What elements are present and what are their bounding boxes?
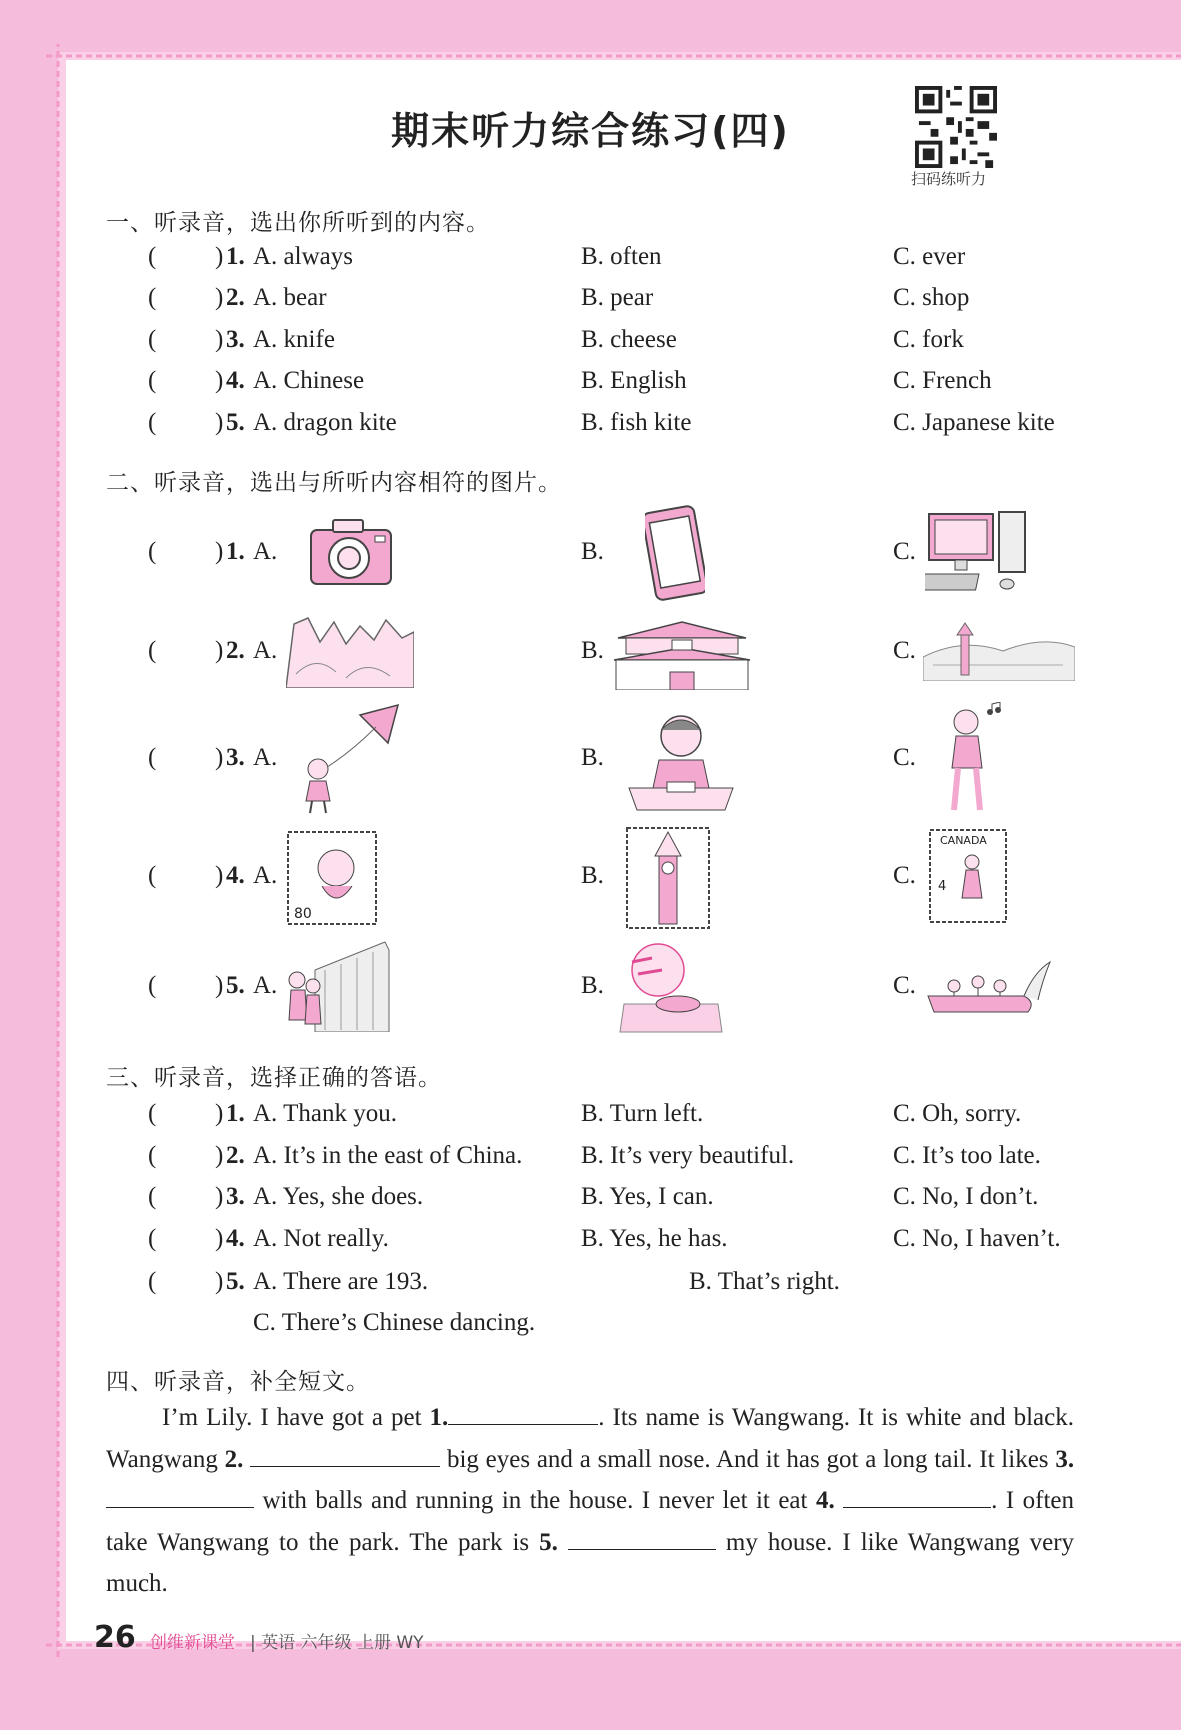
question-number: 4. [226, 862, 245, 889]
text-segment: . Its name is Wangwang. It is white and black. Wangwang [106, 1404, 1074, 1473]
option-b: B. Yes, he has. [581, 1225, 728, 1252]
question-number: 2. [226, 1142, 245, 1169]
stamp-country: CANADA [940, 834, 987, 847]
option-c: C. shop [893, 284, 970, 311]
question-number: 1. [226, 243, 245, 270]
text-segment: with balls and running in the house. I never let it eat [262, 1487, 808, 1514]
option-b: B. Turn left. [581, 1100, 704, 1127]
answer-bracket[interactable]: ( [148, 284, 157, 311]
answer-bracket[interactable]: ( [148, 1268, 157, 1295]
blank-5[interactable] [568, 1527, 716, 1550]
question-number: 2. [226, 284, 245, 311]
blank-4[interactable] [843, 1485, 991, 1508]
big-ben-stamp-picture[interactable] [625, 826, 711, 930]
blank-number: 1. [429, 1404, 449, 1431]
question-number: 4. [226, 1225, 245, 1252]
option-c: C. It’s too late. [893, 1142, 1041, 1169]
canada-stamp-picture[interactable] [928, 828, 1008, 924]
answer-bracket[interactable]: ( [148, 367, 157, 394]
part1-row-5 [0, 409, 1181, 447]
option-a-label: A. [253, 637, 278, 664]
bracket-close: ) [215, 243, 224, 270]
part1-row-3 [0, 326, 1181, 364]
option-c: C. No, I haven’t. [893, 1225, 1061, 1252]
part3-row-5-cont [0, 1309, 1181, 1347]
answer-bracket[interactable]: ( [148, 972, 157, 999]
option-b: B. pear [581, 284, 654, 311]
text-segment: . I often take Wangwang to the park. The park is [106, 1487, 1075, 1556]
part3-row-2 [0, 1142, 1181, 1180]
question-number: 3. [226, 744, 245, 771]
answer-bracket[interactable]: ( [148, 1142, 157, 1169]
text-segment: my house. I like Wangwang very much. [106, 1528, 1075, 1597]
answer-bracket[interactable]: ( [148, 538, 157, 565]
question-number: 5. [226, 409, 245, 436]
lake-pagoda-picture[interactable] [923, 617, 1075, 681]
option-c: C. Oh, sorry. [893, 1100, 1022, 1127]
answer-bracket[interactable]: ( [148, 1183, 157, 1210]
option-c-label: C. There’s Chinese dancing. [253, 1309, 536, 1336]
stamp-value: 80 [294, 906, 312, 922]
girl-flying-kite-picture[interactable] [290, 703, 404, 815]
answer-bracket[interactable]: ( [148, 862, 157, 889]
stamp-value: 4 [938, 879, 947, 894]
option-b-label: B. That’s right. [689, 1268, 840, 1295]
part1-row-4 [0, 367, 1181, 405]
bracket-close: ) [215, 744, 224, 771]
option-a: A. Yes, she does. [253, 1183, 424, 1210]
mid-autumn-picture[interactable] [618, 940, 726, 1034]
answer-bracket[interactable]: ( [148, 409, 157, 436]
qr-caption: 扫码练听力 [911, 170, 987, 188]
option-b: B. cheese [581, 326, 677, 353]
blank-3[interactable] [106, 1485, 254, 1508]
bracket-close: ) [215, 1268, 224, 1295]
question-number: 3. [226, 326, 245, 353]
footer-info: | 英语 六年级 上册 WY [250, 1633, 424, 1653]
question-number: 5. [226, 972, 245, 999]
option-a: A. bear [253, 284, 327, 311]
camera-icon[interactable] [305, 512, 397, 590]
bracket-close: ) [215, 1100, 224, 1127]
option-b-label: B. [581, 538, 604, 565]
part3-row-5 [0, 1268, 1181, 1306]
qr-code-icon[interactable] [915, 86, 997, 168]
question-number: 1. [226, 1100, 245, 1127]
bracket-close: ) [215, 538, 224, 565]
answer-bracket[interactable]: ( [148, 326, 157, 353]
option-a: A. dragon kite [253, 409, 397, 436]
blank-2[interactable] [250, 1444, 440, 1467]
page-title: 期末听力综合练习(四) [391, 109, 790, 153]
option-b: B. Yes, I can. [581, 1183, 714, 1210]
girl-singing-picture[interactable] [940, 702, 1014, 814]
option-b-label: B. [581, 862, 604, 889]
option-a: A. Not really. [253, 1225, 389, 1252]
part2-heading: 二、听录音，选出与所听内容相符的图片。 [106, 470, 562, 496]
mountains-picture[interactable] [286, 614, 414, 688]
bracket-close: ) [215, 367, 224, 394]
part4-heading: 四、听录音，补全短文。 [106, 1369, 370, 1395]
option-c: C. Japanese kite [893, 409, 1055, 436]
option-c: C. fork [893, 326, 964, 353]
desktop-computer-icon[interactable] [925, 508, 1029, 596]
answer-bracket[interactable]: ( [148, 1225, 157, 1252]
option-b-label: B. [581, 637, 604, 664]
text-segment: big eyes and a small nose. And it has got a long tail. It likes [446, 1445, 1049, 1473]
page-number: 26 [94, 1620, 136, 1655]
option-a: A. Chinese [253, 367, 365, 394]
tiananmen-picture[interactable] [612, 616, 752, 690]
monkey-stamp-picture[interactable] [286, 830, 378, 926]
option-a: A. always [253, 243, 353, 270]
bracket-close: ) [215, 326, 224, 353]
part1-row-1 [0, 243, 1181, 281]
question-number: 5. [226, 1268, 245, 1295]
bracket-close: ) [215, 1183, 224, 1210]
bracket-close: ) [215, 972, 224, 999]
answer-bracket[interactable]: ( [148, 243, 157, 270]
option-c: C. French [893, 367, 992, 394]
answer-bracket[interactable]: ( [148, 744, 157, 771]
option-a: A. knife [253, 326, 335, 353]
blank-1[interactable] [448, 1402, 598, 1425]
bracket-close: ) [215, 1225, 224, 1252]
part3-row-1 [0, 1100, 1181, 1138]
option-b: B. often [581, 243, 662, 270]
text-segment: I’m Lily. I have got a pet [162, 1404, 422, 1431]
option-c-label: C. [893, 862, 916, 889]
blank-number: 4. [815, 1487, 835, 1514]
bracket-close: ) [215, 409, 224, 436]
option-a: A. Thank you. [253, 1100, 397, 1127]
option-c: C. ever [893, 243, 966, 270]
cloze-paragraph [106, 1397, 1074, 1605]
option-b: B. fish kite [581, 409, 692, 436]
option-a-label: A. There are 193. [253, 1268, 429, 1295]
footer-brand: 创维新课堂 [150, 1633, 235, 1653]
option-a-label: A. [253, 972, 278, 999]
part1-row-2 [0, 284, 1181, 322]
option-c-label: C. [893, 744, 916, 771]
answer-bracket[interactable]: ( [148, 637, 157, 664]
option-a-label: A. [253, 744, 278, 771]
part3-heading: 三、听录音，选择正确的答语。 [106, 1065, 442, 1091]
smartphone-icon[interactable] [645, 505, 705, 601]
blank-number: 5. [539, 1528, 558, 1556]
question-number: 2. [226, 637, 245, 664]
bracket-close: ) [215, 284, 224, 311]
option-a: A. It’s in the east of China. [253, 1142, 523, 1169]
question-number: 1. [226, 538, 245, 565]
question-number: 4. [226, 367, 245, 394]
option-c-label: C. [893, 972, 916, 999]
option-b: B. English [581, 367, 687, 394]
option-c-label: C. [893, 538, 916, 565]
bracket-close: ) [215, 1142, 224, 1169]
option-c: C. No, I don’t. [893, 1183, 1039, 1210]
part1-heading: 一、听录音，选出你所听到的内容。 [106, 210, 490, 236]
option-c-label: C. [893, 637, 916, 664]
boy-reading-picture[interactable] [625, 706, 737, 812]
dragon-boat-picture[interactable] [924, 952, 1054, 1018]
part3-row-3 [0, 1183, 1181, 1221]
bracket-close: ) [215, 862, 224, 889]
part3-row-4 [0, 1225, 1181, 1263]
option-b-label: B. [581, 972, 604, 999]
blank-number: 2. [224, 1445, 244, 1473]
children-great-wall-picture[interactable] [285, 940, 391, 1032]
answer-bracket[interactable]: ( [148, 1100, 157, 1127]
option-b: B. It’s very beautiful. [581, 1142, 795, 1169]
option-b-label: B. [581, 744, 604, 771]
option-a-label: A. [253, 538, 278, 565]
bracket-close: ) [215, 637, 224, 664]
option-a-label: A. [253, 862, 278, 889]
blank-number: 3. [1055, 1445, 1075, 1473]
question-number: 3. [226, 1183, 245, 1210]
